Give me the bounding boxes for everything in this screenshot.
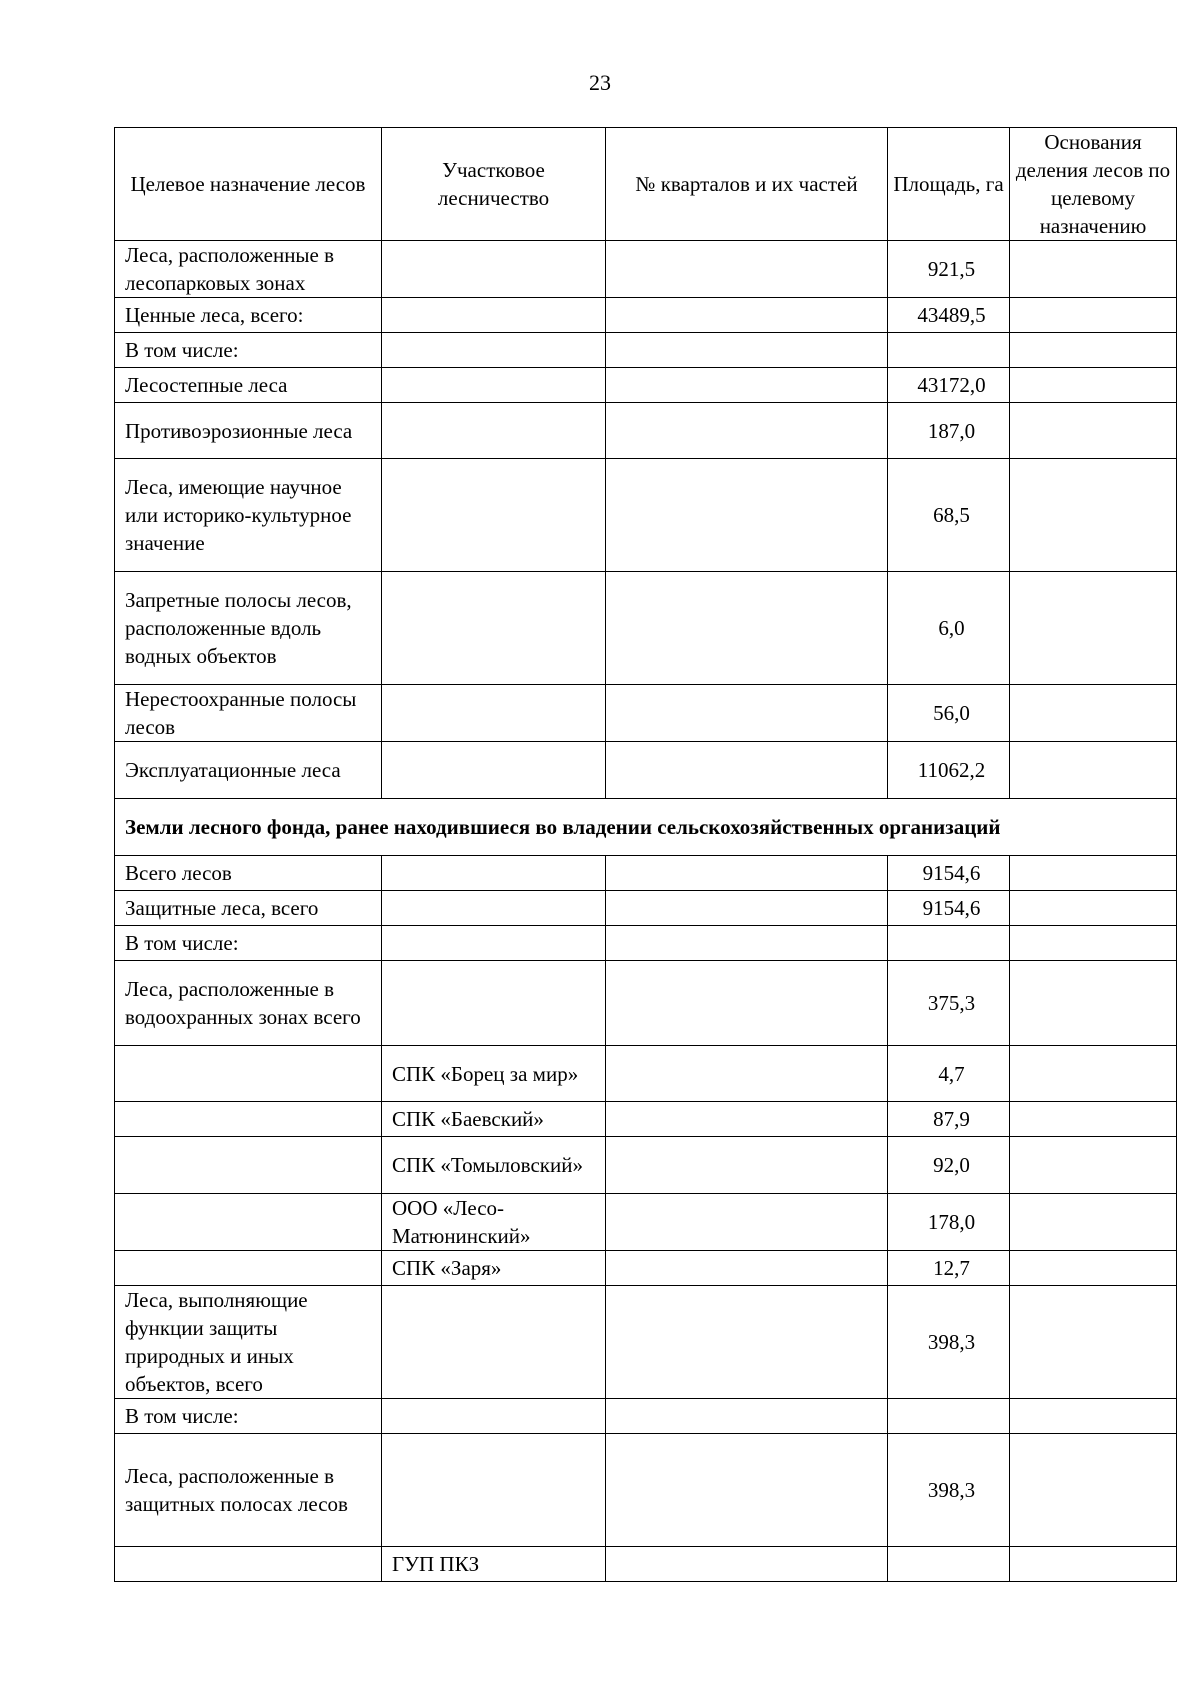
forestry-cell (382, 333, 606, 368)
purpose-cell: Леса, расположенные в водоохранных зонах всего (115, 961, 382, 1046)
section-title: Земли лесного фонда, ранее находившиеся во владении сельскохозяйственных организаций (115, 799, 1177, 856)
quarters-cell (606, 403, 888, 459)
purpose-cell: Леса, выполняющие функции защиты природных и иных объектов, всего (115, 1286, 382, 1399)
quarters-cell (606, 891, 888, 926)
forestry-cell (382, 1286, 606, 1399)
forestry-cell (382, 403, 606, 459)
purpose-cell: Защитные леса, всего (115, 891, 382, 926)
forestry-cell (382, 742, 606, 799)
area-cell: 43489,5 (888, 298, 1010, 333)
purpose-cell: Лесостепные леса (115, 368, 382, 403)
header-basis: Основания деления лесов по целевому назначению (1010, 128, 1177, 241)
quarters-cell (606, 1046, 888, 1102)
purpose-cell: Леса, расположенные в защитных полосах лесов (115, 1434, 382, 1547)
forestry-cell: СПК «Заря» (382, 1251, 606, 1286)
quarters-cell (606, 1251, 888, 1286)
quarters-cell (606, 1102, 888, 1137)
purpose-cell: В том числе: (115, 333, 382, 368)
table-row (115, 742, 1177, 799)
page-number: 23 (589, 70, 611, 95)
quarters-cell (606, 368, 888, 403)
table-row (115, 298, 1177, 333)
header-quarters: № кварталов и их частей (606, 128, 888, 241)
table-row (115, 1434, 1177, 1547)
area-cell: 398,3 (888, 1434, 1010, 1547)
forestry-cell (382, 685, 606, 742)
basis-cell (1010, 1399, 1177, 1434)
area-cell (888, 333, 1010, 368)
basis-cell (1010, 1547, 1177, 1582)
forestry-cell: ООО «Лесо-Матюнинский» (382, 1194, 606, 1251)
table-row (115, 961, 1177, 1046)
area-cell: 56,0 (888, 685, 1010, 742)
basis-cell (1010, 298, 1177, 333)
forestry-cell (382, 1399, 606, 1434)
basis-cell (1010, 742, 1177, 799)
quarters-cell (606, 241, 888, 298)
table-header-row (115, 128, 1177, 241)
purpose-cell (115, 1194, 382, 1251)
table-row (115, 685, 1177, 742)
purpose-cell: Ценные леса, всего: (115, 298, 382, 333)
forestry-cell (382, 1434, 606, 1547)
quarters-cell (606, 926, 888, 961)
quarters-cell (606, 742, 888, 799)
basis-cell (1010, 459, 1177, 572)
area-cell: 187,0 (888, 403, 1010, 459)
header-area: Площадь, га (888, 128, 1010, 241)
table-row (115, 1194, 1177, 1251)
area-cell: 11062,2 (888, 742, 1010, 799)
forestry-cell (382, 856, 606, 891)
basis-cell (1010, 685, 1177, 742)
table-row (115, 1286, 1177, 1399)
forestry-cell (382, 298, 606, 333)
basis-cell (1010, 926, 1177, 961)
table-row (115, 403, 1177, 459)
quarters-cell (606, 1399, 888, 1434)
table-row (115, 1251, 1177, 1286)
header-forestry: Участковое лесничество (382, 128, 606, 241)
basis-cell (1010, 1046, 1177, 1102)
purpose-cell (115, 1137, 382, 1194)
forestry-cell (382, 241, 606, 298)
table-row (115, 891, 1177, 926)
basis-cell (1010, 1286, 1177, 1399)
forestry-cell: ГУП ПКЗ (382, 1547, 606, 1582)
table-row (115, 368, 1177, 403)
basis-cell (1010, 1137, 1177, 1194)
table-row (115, 856, 1177, 891)
forestry-cell (382, 572, 606, 685)
purpose-cell: В том числе: (115, 926, 382, 961)
area-cell: 12,7 (888, 1251, 1010, 1286)
quarters-cell (606, 856, 888, 891)
purpose-cell: Нерестоохранные полосы лесов (115, 685, 382, 742)
area-cell (888, 926, 1010, 961)
table-row (115, 1399, 1177, 1434)
basis-cell (1010, 368, 1177, 403)
forest-purpose-table (114, 127, 1177, 1582)
area-cell: 9154,6 (888, 856, 1010, 891)
purpose-cell (115, 1102, 382, 1137)
quarters-cell (606, 572, 888, 685)
basis-cell (1010, 1434, 1177, 1547)
quarters-cell (606, 1434, 888, 1547)
header-purpose: Целевое назначение лесов (115, 128, 382, 241)
table-row (115, 1102, 1177, 1137)
forestry-cell (382, 459, 606, 572)
section-row (115, 799, 1177, 856)
table-row (115, 1137, 1177, 1194)
purpose-cell (115, 1046, 382, 1102)
basis-cell (1010, 403, 1177, 459)
basis-cell (1010, 333, 1177, 368)
purpose-cell (115, 1251, 382, 1286)
quarters-cell (606, 1286, 888, 1399)
area-cell: 921,5 (888, 241, 1010, 298)
area-cell: 92,0 (888, 1137, 1010, 1194)
table-row (115, 572, 1177, 685)
basis-cell (1010, 856, 1177, 891)
area-cell: 398,3 (888, 1286, 1010, 1399)
quarters-cell (606, 333, 888, 368)
area-cell: 43172,0 (888, 368, 1010, 403)
area-cell: 68,5 (888, 459, 1010, 572)
basis-cell (1010, 1194, 1177, 1251)
purpose-cell: Всего лесов (115, 856, 382, 891)
table-row (115, 333, 1177, 368)
purpose-cell: Запретные полосы лесов, расположенные вдоль водных объектов (115, 572, 382, 685)
area-cell (888, 1547, 1010, 1582)
forestry-cell: СПК «Томыловский» (382, 1137, 606, 1194)
table-row (115, 1547, 1177, 1582)
quarters-cell (606, 298, 888, 333)
table-row (115, 459, 1177, 572)
table-row (115, 1046, 1177, 1102)
basis-cell (1010, 891, 1177, 926)
purpose-cell: В том числе: (115, 1399, 382, 1434)
forestry-cell: СПК «Баевский» (382, 1102, 606, 1137)
forestry-cell (382, 368, 606, 403)
area-cell: 9154,6 (888, 891, 1010, 926)
quarters-cell (606, 685, 888, 742)
table-row (115, 926, 1177, 961)
area-cell: 178,0 (888, 1194, 1010, 1251)
quarters-cell (606, 1547, 888, 1582)
purpose-cell: Леса, имеющие научное или историко-культурное значение (115, 459, 382, 572)
basis-cell (1010, 241, 1177, 298)
basis-cell (1010, 961, 1177, 1046)
basis-cell (1010, 1251, 1177, 1286)
forestry-cell (382, 926, 606, 961)
quarters-cell (606, 1137, 888, 1194)
table-row (115, 241, 1177, 298)
forestry-cell: СПК «Борец за мир» (382, 1046, 606, 1102)
quarters-cell (606, 1194, 888, 1251)
basis-cell (1010, 1102, 1177, 1137)
area-cell: 6,0 (888, 572, 1010, 685)
quarters-cell (606, 961, 888, 1046)
area-cell: 375,3 (888, 961, 1010, 1046)
purpose-cell (115, 1547, 382, 1582)
quarters-cell (606, 459, 888, 572)
area-cell: 87,9 (888, 1102, 1010, 1137)
purpose-cell: Противоэрозионные леса (115, 403, 382, 459)
forestry-cell (382, 961, 606, 1046)
purpose-cell: Эксплуатационные леса (115, 742, 382, 799)
basis-cell (1010, 572, 1177, 685)
purpose-cell: Леса, расположенные в лесопарковых зонах (115, 241, 382, 298)
area-cell: 4,7 (888, 1046, 1010, 1102)
forestry-cell (382, 891, 606, 926)
area-cell (888, 1399, 1010, 1434)
